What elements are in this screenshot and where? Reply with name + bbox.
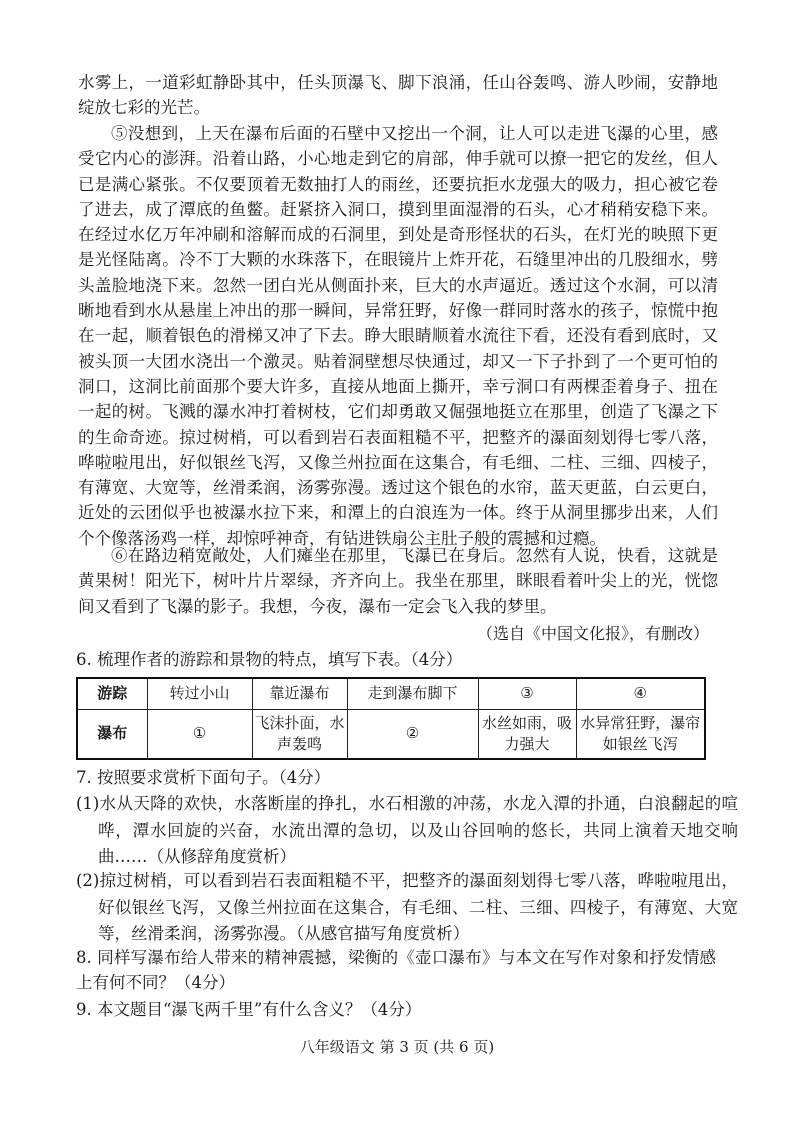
question-7-sentence-2: (2)掠过树梢，可以看到岩石表面粗糙不平，把整齐的瀑面刻划得七零八落，哗啦啦甩出，好似银丝飞泻，又像兰州拉面在这集合，有毛细、二柱、三细、四棱子，有薄宽、大宽等，丝滑柔润，汤雾弥漫。（从感官描写角度赏析） bbox=[76, 871, 738, 943]
question-9: 9. 本文题目“瀑飞两千里”有什么含义？（4分） bbox=[76, 1000, 422, 1019]
question-8: 8. 同样写瀑布给人带来的精神震撼，梁衡的《壶口瀑布》与本文在写作对象和抒发情感上有何不同？（4分） bbox=[76, 948, 716, 993]
table-cell: 走到瀑布脚下 bbox=[347, 678, 478, 709]
table-cell-blank-4: ④ bbox=[576, 678, 705, 709]
table-row bbox=[77, 678, 705, 709]
question-6-prompt: 6. 梳理作者的游踪和景物的特点，填写下表。（4分） bbox=[76, 650, 463, 669]
page-footer: 八年级语文 第 3 页 (共 6 页) bbox=[299, 1038, 495, 1056]
passage-paragraph-6: ⑥在路边稍宽敞处，人们瘫坐在那里，飞瀑已在身后。忽然有人说，快看，这就是黄果树！阳光下，树叶片片翠绿，齐齐向上。我坐在那里，眯眼看着叶尖上的光，恍惚间又看到了飞瀑的影子。我想，今夜，瀑布一定会飞入我的梦里。 bbox=[78, 546, 718, 616]
table-cell-blank-3: ③ bbox=[478, 678, 576, 709]
table-header-cell: 瀑布 bbox=[77, 709, 147, 759]
table-cell-blank-1: ① bbox=[147, 709, 252, 759]
question-6-table bbox=[76, 677, 706, 760]
table-cell: 飞沫扑面，水声轰鸣 bbox=[252, 709, 347, 759]
question-7-prompt: 7. 按照要求赏析下面句子。（4分） bbox=[76, 768, 331, 787]
table-row bbox=[77, 709, 705, 759]
table-cell: 转过小山 bbox=[147, 678, 252, 709]
table-cell: 水异常狂野，瀑帘如银丝飞泻 bbox=[576, 709, 705, 759]
table-cell: 靠近瀑布 bbox=[252, 678, 347, 709]
question-7-sentence-1: (1)水从天降的欢快，水落断崖的挣扎，水石相激的冲荡，水龙入潭的扑通，白浪翻起的喧哗，潭水回旋的兴奋，水流出潭的急切，以及山谷回响的悠长，共同上演着天地交响曲……（从修辞角度赏析） bbox=[76, 794, 738, 866]
passage-paragraph-continued: 水雾上，一道彩虹静卧其中，任头顶瀑飞、脚下浪涌，任山谷轰鸣、游人吵闹，安静地绽放七彩的光芒。 bbox=[78, 73, 718, 118]
table-cell-blank-2: ② bbox=[347, 709, 478, 759]
table-cell: 水丝如雨，吸力强大 bbox=[478, 709, 576, 759]
passage-source: （选自《中国文化报》，有删改） bbox=[476, 624, 709, 643]
table-header-cell: 游踪 bbox=[77, 678, 147, 709]
passage-paragraph-5: ⑤没想到，上天在瀑布后面的石壁中又挖出一个洞，让人可以走进飞瀑的心里，感受它内心的澎湃。沿着山路，小心地走到它的肩部，伸手就可以撩一把它的发丝，但人已是满心紧张。不仅要顶着无数抽打人的雨丝，还要抗拒水龙强大的吸力，担心被它卷了进去，成了潭底的鱼鳖。赶紧挤入洞口，摸到里面湿滑的石头，心才稍稍安稳下来。在经过水亿万年冲刷和溶解而成的石洞里，到处是奇形怪状的石头，在灯光的映照下更是光怪陆离。冷不丁大颗的水珠落下，在眼镜片上炸开花，石缝里冲出的几股细水，劈头盖脸地浇下来。忽然一团白光从侧面扑来，巨大的水声逼近。透过这个水洞，可以清晰地看到水从悬崖上冲出的那一瞬间，异常狂野，好像一群同时落水的孩子，惊慌中抱在一起，顺着银色的滑梯又冲了下去。睁大眼睛顺着水流往下看，还没有看到底时，又被头顶一大团水浇出一个激灵。贴着洞壁想尽快通过，却又一下子扑到了一个更可怕的洞口，这洞比前面那个要大许多，直接从地面上撕开，幸亏洞口有两棵歪着身子、扭在一起的树。飞溅的瀑水冲打着树枝，它们却勇敢又倔强地挺立在那里，创造了飞瀑之下的生命奇迹。掠过树梢，可以看到岩石表面粗糙不平，把整齐的瀑面刻划得七零八落，哗啦啦甩出，好似银丝飞泻，又像兰州拉面在这集合，有毛细、二柱、三细、四棱子，有薄宽、大宽等，丝滑柔润，汤雾弥漫。透过这个银色的水帘，蓝天更蓝，白云更白，近处的云团似乎也被瀑水拉下来，和潭上的白浪连为一体。终于从洞里挪步出来，人们个个像落汤鸡一样，却惊呼神奇，有钻进铁扇公主肚子般的震撼和过瘾。 bbox=[78, 124, 718, 548]
